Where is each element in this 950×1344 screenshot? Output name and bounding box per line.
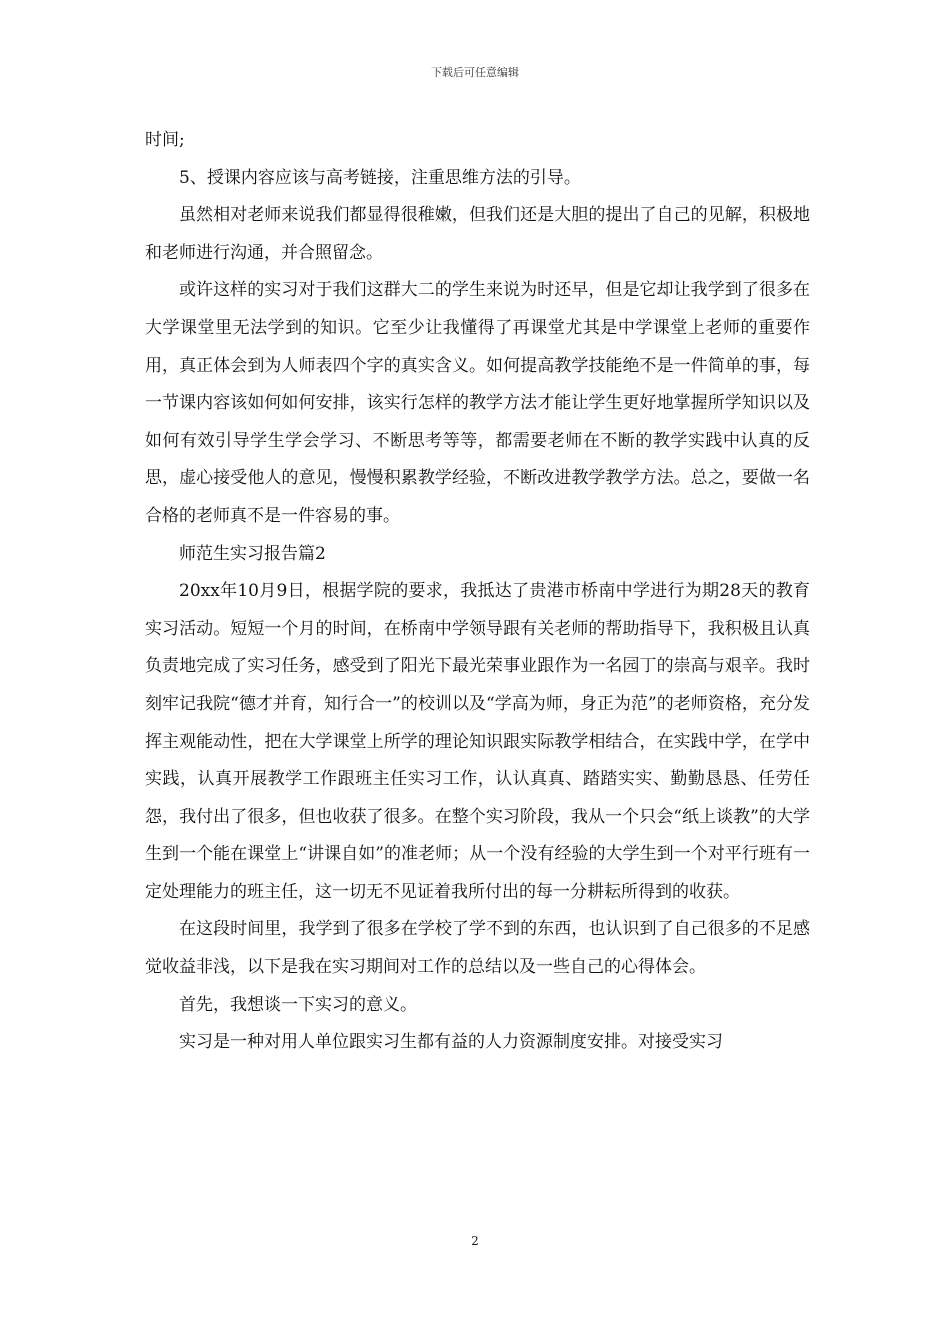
body-paragraph: 或许这样的实习对于我们这群大二的学生来说为时还早，但是它却让我学到了很多在大学课堂里无法学到的知识。它至少让我懂得了再课堂尤其是中学课堂上老师的重要作用，真正体会到为人师表四个字的真实含义。如何提高教学技能绝不是一件简单的事，每一节课内容该如何如何安排，该实行怎样的教学方法才能让学生更好地掌握所学知识以及如何有效引导学生学会学习、不断思考等等，都需要老师在不断的教学实践中认真的反思，虚心接受他人的意见，慢慢积累教学经验，不断改进教学教学方法。总之，要做一名合格的老师真不是一件容易的事。 (145, 280, 810, 526)
body-paragraph: 虽然相对老师来说我们都显得很稚嫩，但我们还是大胆的提出了自己的见解，积极地和老师进行沟通，并合照留念。 (145, 205, 810, 263)
section-heading: 师范生实习报告篇2 (179, 543, 326, 564)
body-paragraph: 首先，我想谈一下实习的意义。 (179, 994, 417, 1015)
body-paragraph: 时间; (145, 130, 185, 150)
body-paragraph: 实习是一种对用人单位跟实习生都有益的人力资源制度安排。对接受实习 (179, 1032, 723, 1053)
body-paragraph: 20xx年10月9日，根据学院的要求，我抵达了贵港市桥南中学进行为期28天的教育实习活动。短短一个月的时间，在桥南中学领导跟有关老师的帮助指导下，我积极且认真负责地完成了实习任务，感受到了阳光下最光荣事业跟作为一名园丁的崇高与艰辛。我时刻牢记我院“德才并育，知行合一”的校训以及“学高为师，身正为范”的老师资格，充分发挥主观能动性，把在大学课堂上所学的理论知识跟实际教学相结合，在实践中学，在学中实践，认真开展教学工作跟班主任实习工作，认认真真、踏踏实实、勤勤恳恳、任劳任怨，我付出了很多，但也收获了很多。在整个实习阶段，我从一个只会“纸上谈教”的大学生到一个能在课堂上“讲课自如”的准老师；从一个没有经验的大学生到一个对平行班有一定处理能力的班主任，这一切无不见证着我所付出的每一分耕耘所得到的收获。 (145, 581, 810, 902)
body-paragraph: 5、授课内容应该与高考链接，注重思维方法的引导。 (179, 167, 581, 188)
body-paragraph: 在这段时间里，我学到了很多在学校了学不到的东西，也认识到了自己很多的不足感觉收益非浅，以下是我在实习期间对工作的总结以及一些自己的心得体会。 (145, 919, 810, 978)
document-body (145, 122, 810, 1062)
page-number: 2 (471, 1234, 479, 1248)
page-header: 下载后可任意编辑 (431, 66, 519, 79)
